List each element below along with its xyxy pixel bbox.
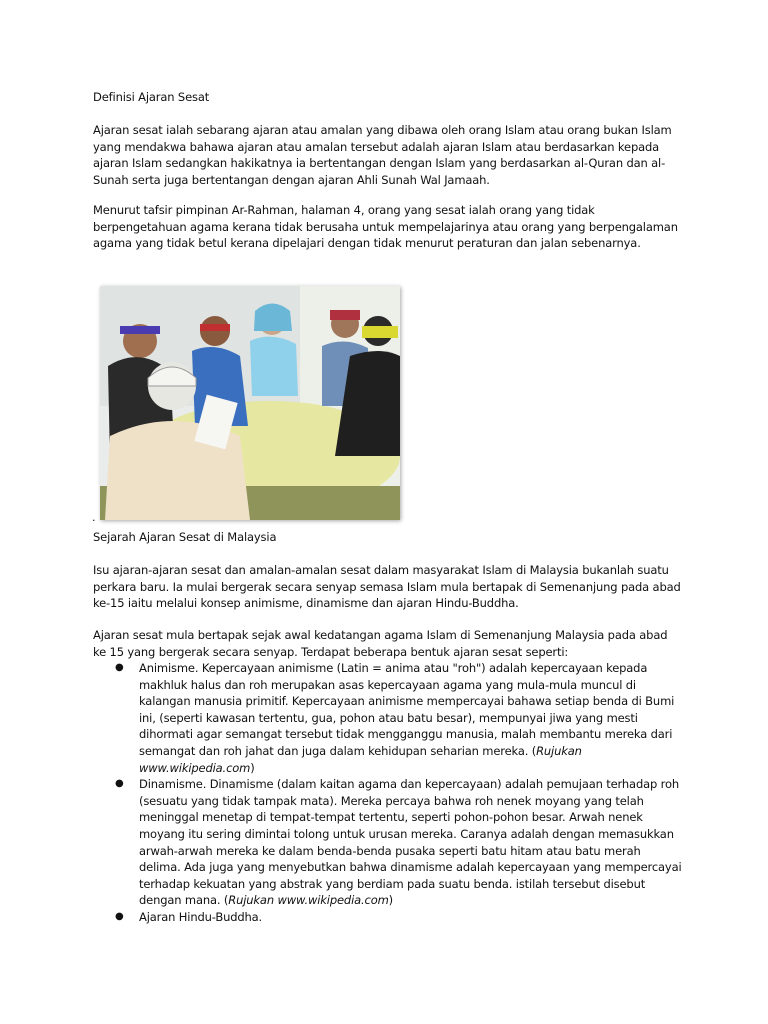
- list-item-dinamisme: [93, 776, 683, 909]
- reference-text: Rujukan www.wikipedia.com: [139, 743, 582, 775]
- paragraph-bentuk: Ajaran sesat mula bertapak sejak awal kedatangan agama Islam di Semenanjung Malaysia pada abad ke 15 yang bergerak secara senyap. Terdapat beberapa bentuk ajaran sesat seperti:: [93, 628, 668, 659]
- reference-text: Rujukan www.wikipedia.com: [228, 893, 389, 908]
- list-item-text: Ajaran Hindu-Buddha.: [139, 909, 263, 924]
- paragraph-definisi: Ajaran sesat ialah sebarang ajaran atau amalan yang dibawa oleh orang Islam atau orang bukan Islam yang mendakwa bahawa ajaran atau amalan tersebut adalah ajaran Islam atau berdasarkan kepada ajaran Islam sedangkan hakikatnya ia bertentangan dengan Islam yang berdasarkan al-Quran dan al-Sunah serta juga bertentangan dengan ajaran Ahli Sunah Wal Jamaah.: [93, 123, 672, 187]
- section-heading-definisi: Definisi Ajaran Sesat: [93, 90, 210, 104]
- list-item-hindu-buddha: [93, 909, 683, 926]
- bullet-list: [93, 660, 683, 926]
- bullet-dot-icon: ●: [115, 662, 124, 673]
- photo-illustration: [100, 286, 400, 520]
- list-item-animisme: [93, 660, 683, 776]
- bullet-dot-icon: ●: [115, 778, 124, 790]
- list-item-text: Dinamisme. Dinamisme (dalam kaitan agama dan kepercayaan) adalah pemujaan terhadap roh (sesuatu yang tidak tampak mata). Mereka percaya bahwa roh nenek moyang yang telah meninggal menetap di tempat-tempat tertentu, seperti pohon-pohon besar. Arwah nenek moyang itu sering dimintai tolong untuk urusan mereka. Caranya adalah dengan memasukkan arwah-arwah mereka ke dalam benda-benda pusaka seperti batu hitam atau batu merah delima. Ada juga yang menyebutkan bahwa dinamisme adalah kepercayaan yang mempercayai terhadap kekuatan yang abstrak yang berdiam pada suatu benda. istilah tersebut disebut dengan mana. (: [139, 777, 682, 908]
- reference-close: ): [250, 760, 255, 775]
- paragraph-sejarah: Isu ajaran-ajaran sesat dan amalan-amalan sesat dalam masyarakat Islam di Malaysia bukanlah suatu perkara baru. Ia mulai bergerak secara senyap semasa Islam mula bertapak di Semenanjung pada abad ke-15 iaitu melalui konsep animisme, dinamisme dan ajaran Hindu-Buddha.: [93, 563, 681, 611]
- paragraph-tafsir: Menurut tafsir pimpinan Ar-Rahman, halaman 4, orang yang sesat ialah orang yang tidak berpengetahuan agama kerana tidak berusaha untuk mempelajarinya atau orang yang berpengalaman agama yang tidak betul kerana dipelajari dengan tidak menurut peraturan dan jalan sebenarnya.: [93, 203, 678, 251]
- stray-dot: .: [92, 511, 96, 524]
- reference-close: ): [388, 893, 393, 908]
- group-photo: [100, 286, 400, 520]
- section-heading-sejarah: Sejarah Ajaran Sesat di Malaysia: [93, 530, 277, 544]
- list-item-text: Animisme. Kepercayaan animisme (Latin = anima atau "roh") adalah kepercayaan kepada makhluk halus dan roh merupakan asas kepercayaan agama yang mula-mula muncul di kalangan manusia primitif. Kepercayaan animisme mempercayai bahawa setiap benda di Bumi ini, (seperti kawasan tertentu, gua, pohon atau batu besar), mempunyai jiwa yang mesti dihormati agar semangat tersebut tidak mengganggu manusia, malah membantu mereka dari semangat dan roh jahat dan juga dalam kehidupan seharian mereka. (: [139, 661, 675, 758]
- bullet-dot-icon: ●: [115, 910, 124, 922]
